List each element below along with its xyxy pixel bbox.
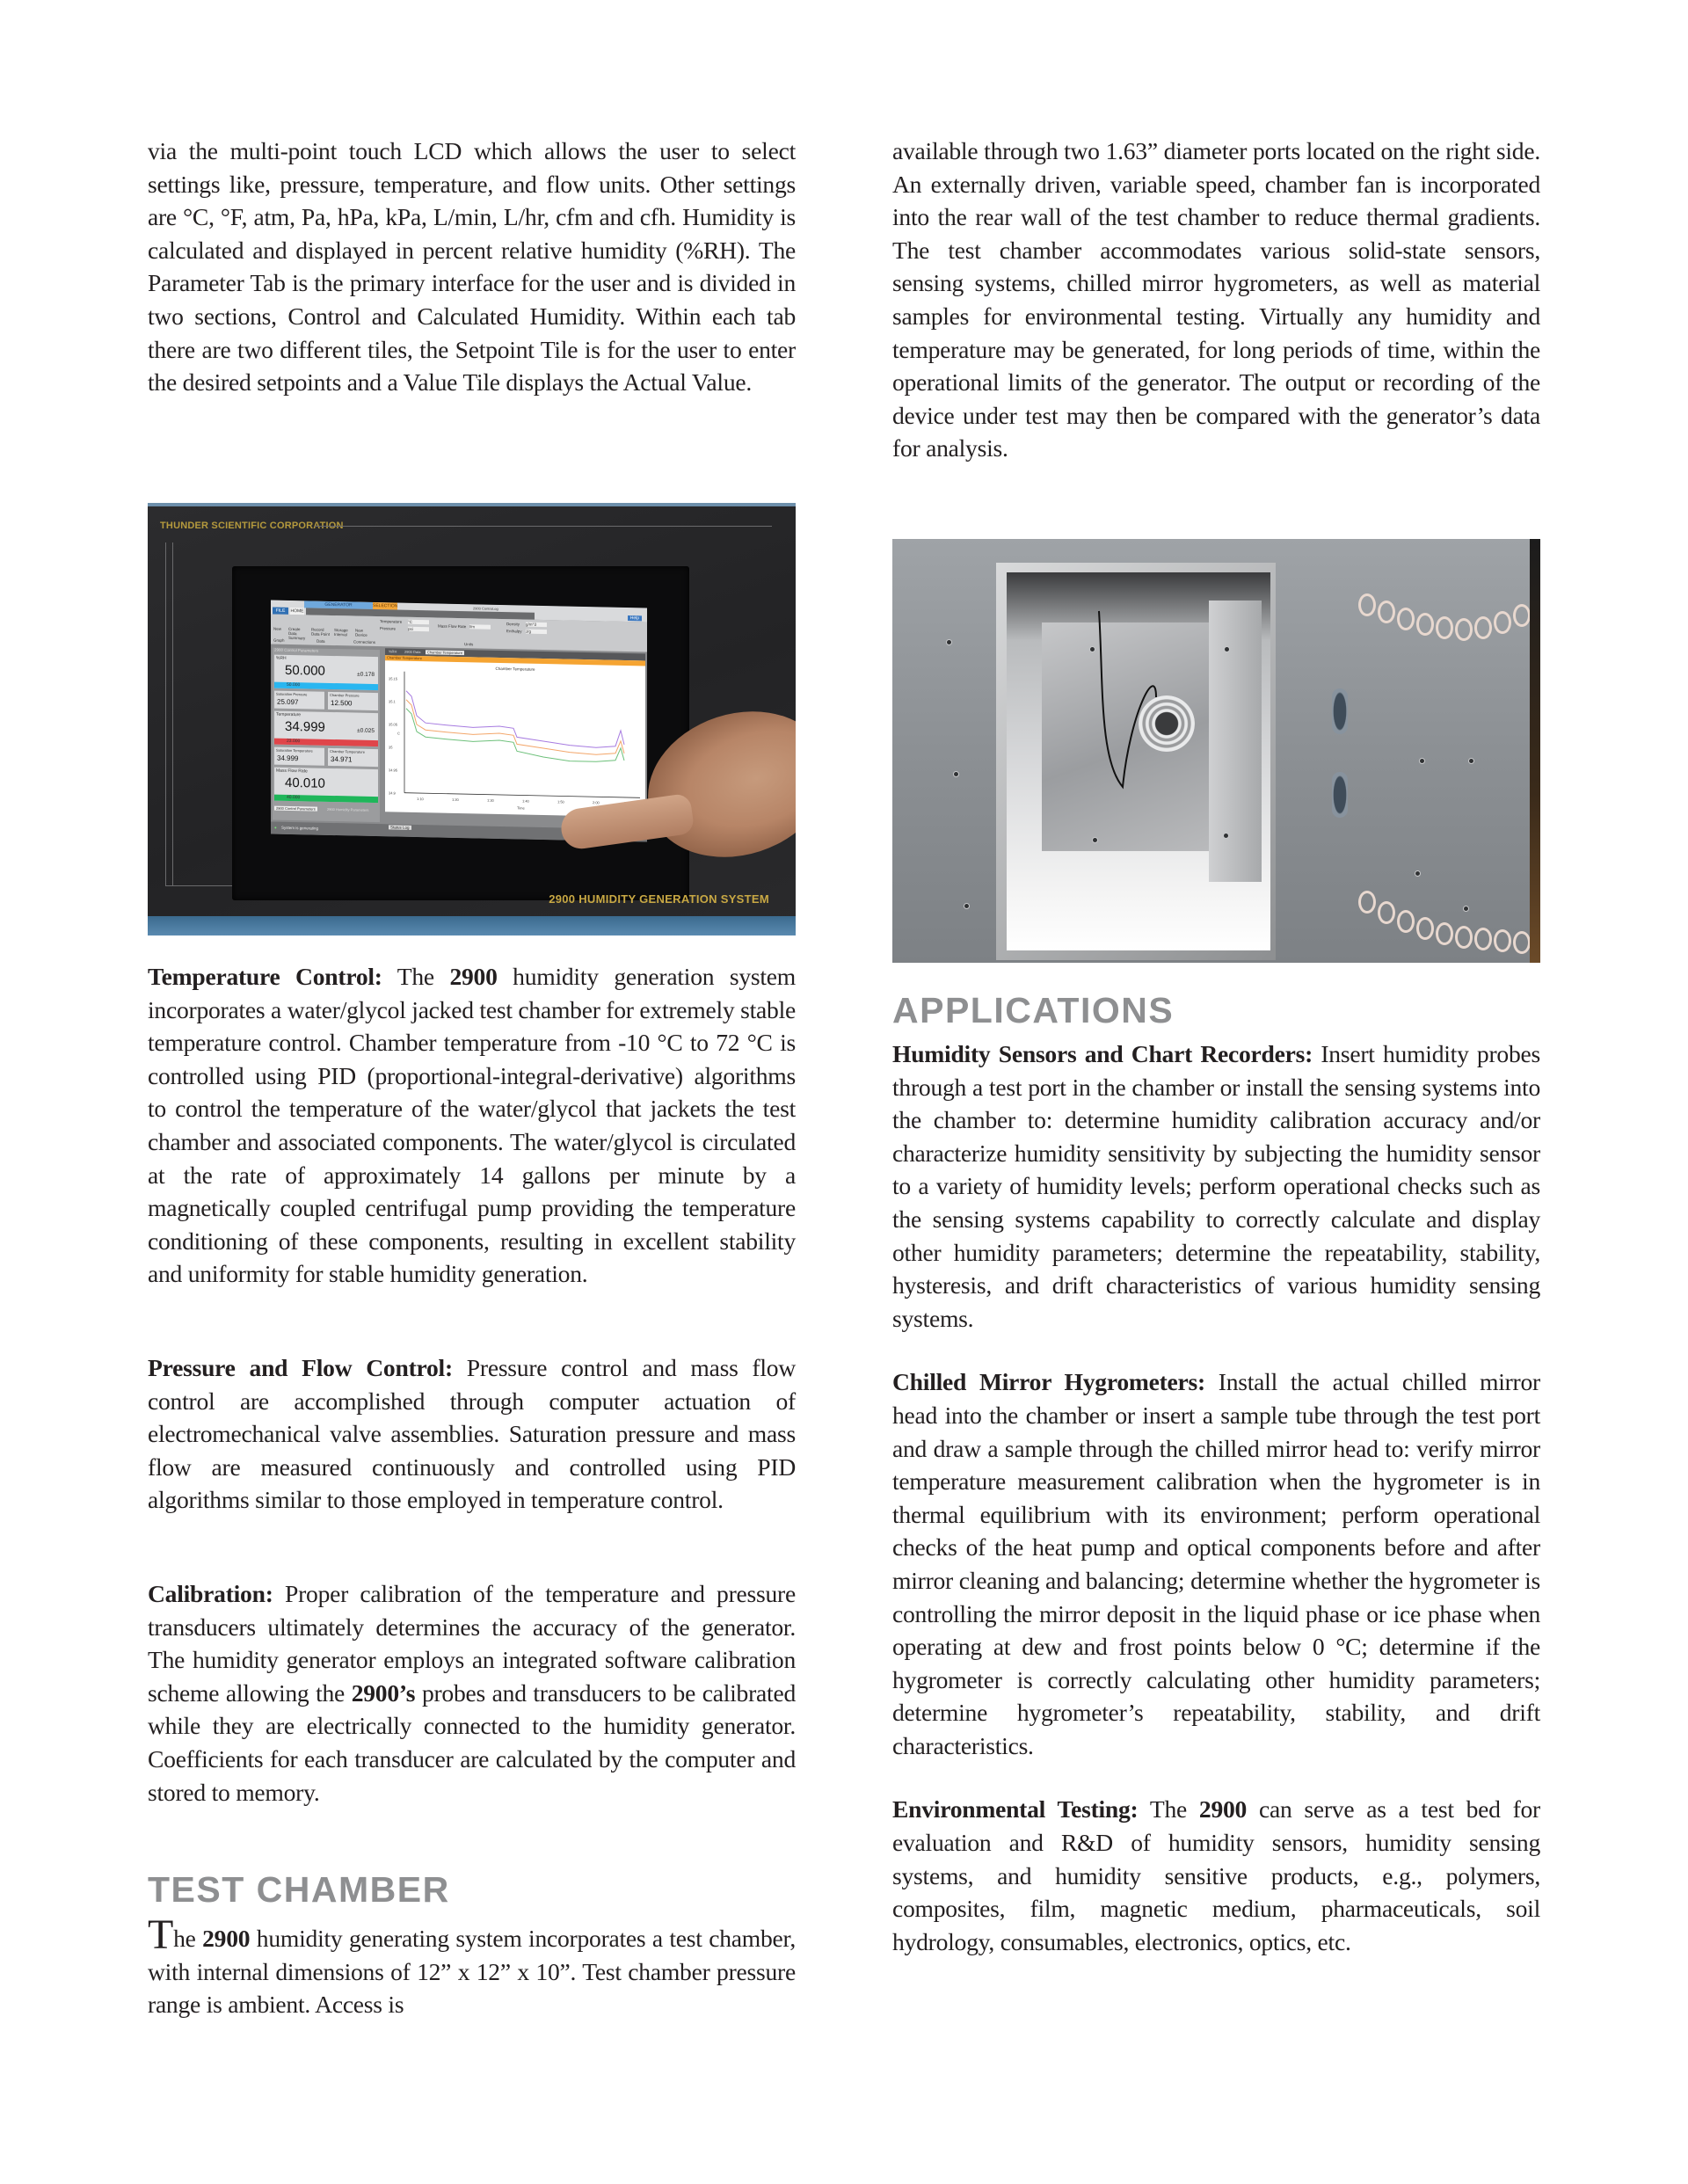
tile-label: Temperature <box>276 711 302 718</box>
setpoint-value: 40.000 <box>287 794 301 801</box>
fan-cable <box>892 539 1540 963</box>
tile-label: %RH <box>276 655 287 661</box>
x-axis-label: Time <box>517 805 525 811</box>
x-tick-label: 1:50 <box>557 799 564 804</box>
unit-mass-flow-label: Mass Flow Rate <box>438 623 467 630</box>
test-port-upper <box>1332 688 1348 734</box>
panel-top-edge <box>148 503 796 506</box>
tile-tolerance: ±0.178 <box>357 671 375 678</box>
screw-icon <box>1093 838 1097 842</box>
tile-tolerance: ±0.025 <box>357 727 375 734</box>
tile-saturation-pressure <box>274 691 324 710</box>
setpoint-value: 50.000 <box>287 681 301 688</box>
intro-paragraph-left: via the multi-point touch LCD which allows the user to select settings like, pressure, temperature, and flow units. Other settings are °C, °F, atm, Pa, hPa, kPa, L/min, L/hr, cfm and cfh. Humidity is calculated and displayed in percent relative humidity (%RH). The Parameter Tab is the primary interface for the user and is divided in two sections, Control and Calculated Humidity. Within each tab there are two different tiles, the Setpoint Tile is for the user to enter the desired setpoints and a Value Tile displays the Actual Value. <box>148 137 796 397</box>
screw-icon <box>964 904 969 908</box>
tile-chamber-temperature <box>328 748 378 767</box>
chart-tab-chamber-temperature[interactable]: Chamber Temperature <box>427 650 462 656</box>
environmental-testing-heading: Environmental Testing: <box>892 1795 1139 1824</box>
bottom-tab-control[interactable]: 2900 Control Parameters <box>276 805 316 812</box>
status-log-tab[interactable]: Status Log <box>390 825 410 830</box>
tile-saturation-temperature <box>274 747 324 766</box>
y-tick-label: 35.1 <box>389 699 396 704</box>
screw-icon <box>947 640 951 644</box>
tile-value: 12.500 <box>331 698 353 708</box>
tile-rh[interactable] <box>274 655 378 690</box>
x-axis <box>404 793 640 798</box>
unit-density-label: Density <box>506 622 520 627</box>
tile-value: 50.000 <box>285 662 325 679</box>
y-tick-label: 35 <box>389 745 393 750</box>
humidity-sensors-heading: Humidity Sensors and Chart Recorders: <box>892 1040 1313 1067</box>
ribbon-button-new[interactable]: New <box>273 626 282 631</box>
unit-mass-flow-select[interactable]: l/m <box>469 624 491 630</box>
ribbon-group-graph: Graph <box>273 637 285 643</box>
screw-icon <box>1415 871 1420 876</box>
ribbon-group-connections: Connections <box>353 639 376 645</box>
chamber-temperature-chart <box>385 655 645 817</box>
chilled-mirror-paragraph <box>892 1365 1540 1762</box>
chart-tab-data[interactable]: 2900 Data <box>404 649 421 655</box>
calibration-section <box>148 1577 796 1809</box>
drop-cap: T <box>148 1911 174 1958</box>
x-tick-label: 1:20 <box>452 797 459 802</box>
unit-density-select[interactable]: g/m^3 <box>526 622 547 628</box>
tile-label: Saturation Pressure <box>276 691 308 697</box>
paragraph-text: Pressure control and mass flow control are accomplished through computer actuation of electromechanical valve assemblies. Saturation pressure and mass flow are measured continuously and controlled using PID algorithms similar to those employed in temperature control. <box>148 1354 796 1514</box>
unit-enthalpy-select[interactable]: J/g <box>526 630 547 635</box>
calibration-paragraph <box>148 1577 796 1809</box>
pressure-flow-heading: Pressure and Flow Control: <box>148 1354 453 1381</box>
decorative-line <box>315 526 772 527</box>
test-port-lower <box>1332 772 1348 818</box>
temperature-control-paragraph <box>148 960 796 1291</box>
tile-value: 34.999 <box>277 753 299 763</box>
left-column <box>148 135 796 399</box>
ribbon-button-new-device[interactable]: New Device <box>355 628 367 637</box>
lcd-screen <box>271 601 647 842</box>
ribbon-button-record-point[interactable]: Record Data Point <box>311 627 331 637</box>
decorative-line <box>165 542 166 885</box>
paragraph-text: Insert humidity probes through a test port in the chamber or install the sensing systems into the chamber to: determine humidity calibration accuracy and/or characterize humidity sensitivity by subjecting the humidity sensor to a variety of humidity levels; perform operational checks such as the sensing systems capability to correctly calculate and display other humidity parameters; determine the repeatability, stability, hysteresis, and drift characteristics of various humidity sensing systems. <box>892 1040 1540 1332</box>
paragraph-text: The <box>1138 1795 1199 1824</box>
chamber-fan-icon <box>1139 695 1195 752</box>
screw-icon <box>1224 834 1228 838</box>
brand-label-top: THUNDER SCIENTIFIC CORPORATION <box>160 521 344 531</box>
setpoint-bar[interactable] <box>274 739 378 746</box>
ribbon-group-units: Units <box>464 642 474 647</box>
panel-base-strip <box>148 916 796 935</box>
model-number: 2900 <box>1198 1795 1248 1824</box>
paragraph-text: Proper calibration of the temperature and pressure transducers ultimately determines the accuracy of the generator. The humidity generator employs an integrated software calibration scheme allowing the <box>148 1580 796 1707</box>
brand-label-bottom: 2900 HUMIDITY GENERATION SYSTEM <box>549 892 769 906</box>
paragraph-text: he <box>173 1925 203 1952</box>
tab-group-selection[interactable]: SELECTION <box>373 602 398 609</box>
tile-label: Chamber Pressure <box>330 692 360 698</box>
home-tab[interactable]: HOME <box>290 608 304 615</box>
test-chamber-title: TEST CHAMBER <box>148 1869 450 1910</box>
temperature-control-heading: Temperature Control: <box>148 963 382 990</box>
unit-temperature-label: Temperature <box>380 619 403 624</box>
setpoint-value: 23.000 <box>287 738 301 745</box>
chilled-mirror-heading: Chilled Mirror Hygrometers: <box>892 1368 1205 1396</box>
model-number: 2900 <box>449 963 498 990</box>
status-text: System is generating <box>281 825 319 831</box>
model-number: 2900’s <box>351 1678 416 1707</box>
paragraph-text: humidity generating system incorporates a test chamber, with internal dimensions of 12” x 12” x 10”. Test chamber pressure range is ambient. Access is <box>148 1925 796 2019</box>
unit-enthalpy-label: Enthalpy <box>506 629 522 634</box>
tile-temperature[interactable] <box>274 711 378 746</box>
file-tab[interactable]: FILE <box>273 608 288 615</box>
tile-chamber-pressure <box>328 692 378 710</box>
setpoint-bar[interactable] <box>274 682 378 690</box>
applications-section <box>892 990 1540 1958</box>
chart-panel-header: Chamber Temperature <box>385 655 645 666</box>
y-tick-label: 34.95 <box>389 768 398 773</box>
pressure-flow-paragraph <box>148 1351 796 1517</box>
pressure-flow-section <box>148 1351 796 1517</box>
tile-label: Mass Flow Rate <box>276 768 308 775</box>
tile-label: Saturation Temperature <box>276 747 313 753</box>
tile-value: 25.097 <box>277 697 299 707</box>
applications-title: APPLICATIONS <box>892 990 1175 1030</box>
x-tick-label: 1:30 <box>487 797 494 803</box>
paragraph-text: The <box>382 963 450 990</box>
test-chamber-section <box>148 1869 796 2021</box>
y-axis-label: C <box>397 731 400 736</box>
tile-mass-flow[interactable] <box>274 768 378 803</box>
paragraph-text: Install the actual chilled mirror head into the chamber or insert a sample tube through the test port and draw a sample through the chilled mirror head to: verify mirror temperature measurement calibration when the hygrometer is in thermal equilibrium with its environment; perform operational checks of the heat pump and optical components before and after mirror cleaning and balancing; determine whether the hygrometer is controlling the mirror deposit in the liquid phase or ice phase when operating at dew and frost points below 0 °C; determine if the hygrometer is correctly calculating other humidity parameters; determine hygrometer’s repeatability, stability, and drift characteristics. <box>892 1368 1540 1759</box>
test-chamber-photo <box>892 539 1540 963</box>
ribbon-button-create-summary[interactable]: Create Data Summary <box>288 626 306 641</box>
unit-pressure-label: Pressure <box>380 626 397 631</box>
y-tick-label: 34.9 <box>389 790 396 796</box>
control-parameters-panel <box>273 648 380 823</box>
screw-icon <box>1090 647 1095 652</box>
tile-value: 40.010 <box>285 775 325 791</box>
tile-value: 34.971 <box>331 754 353 764</box>
environmental-testing-paragraph <box>892 1793 1540 1958</box>
photo-background-edge <box>1530 539 1540 963</box>
paragraph-text: humidity generation system incorporates a water/glycol jacked test chamber for extremely stable temperature control. Chamber temperature from -10 °C to 72 °C is controlled using PID (proportional-integral-derivative) algorithms to control the temperature of the water/glycol that jackets the test chamber and associated components. The water/glycol is circulated at the rate of approximately 14 gallons per minute by a magnetically coupled centrifugal pump providing the temperature conditioning of these components, resulting in excellent stability and uniformity for stable humidity generation. <box>148 963 796 1288</box>
tab-group-generator[interactable]: GENERATOR <box>304 601 373 609</box>
test-chamber-paragraph <box>148 1911 796 2021</box>
screw-icon <box>954 772 958 776</box>
model-number: 2900 <box>202 1925 251 1952</box>
x-tick-label: 1:10 <box>417 796 424 802</box>
chart-title: Chamber Temperature <box>495 666 535 672</box>
screw-icon <box>1469 759 1473 763</box>
decorative-line <box>172 542 173 885</box>
screw-icon <box>1420 759 1424 763</box>
y-tick-label: 35.05 <box>389 722 398 727</box>
panel-title: 2900 Control Parameters <box>274 647 319 653</box>
right-column <box>892 135 1540 465</box>
setpoint-bar[interactable] <box>274 795 378 803</box>
screw-icon <box>1225 647 1229 652</box>
temperature-control-section <box>148 960 796 1291</box>
y-tick-label: 35.15 <box>389 676 398 681</box>
lcd-touchscreen-photo <box>148 503 796 935</box>
chart-plot <box>385 660 645 817</box>
status-indicator-icon: ● <box>274 825 277 830</box>
paragraph-text: can serve as a test bed for evaluation and R&D of humidity sensors, humidity sensing systems, and humidity sensitive products, e.g., polymers, composites, film, magnetic medium, pharmaceuticals, soil hydrology, consumables, electronics, optics, etc. <box>892 1795 1540 1955</box>
screw-icon <box>1464 906 1468 911</box>
calibration-heading: Calibration: <box>148 1580 273 1607</box>
unit-pressure-select[interactable]: psi <box>408 627 429 632</box>
chart-tab-rh[interactable]: %RH <box>389 649 397 654</box>
intro-paragraph-right: available through two 1.63” diameter ports located on the right side. An externally driven, variable speed, chamber fan is incorporated into the rear wall of the test chamber to reduce thermal gradients. The test chamber accommodates various solid-state sensors, sensing systems, chilled mirror hygrometers, as well as material samples for environmental testing. Virtually any humidity and temperature may be generated, for long periods of time, within the operational limits of the generator. The output or recording of the device under test may then be compared with the generator’s data for analysis. <box>892 137 1540 462</box>
paragraph-text: probes and transducers to be calibrated while they are electrically connected to the humidity generator. Coefficients for each transducer are calculated by the computer and stored to memory. <box>148 1678 796 1806</box>
help-button[interactable]: Help <box>628 615 642 621</box>
humidity-sensors-paragraph <box>892 1037 1540 1335</box>
unit-temperature-select[interactable]: °C <box>408 620 429 625</box>
app-title: 2900 ControLog <box>473 606 498 611</box>
ribbon-button-storage-interval[interactable]: Storage Interval <box>334 628 348 637</box>
x-tick-label: 2:00 <box>593 800 600 805</box>
tile-value: 34.999 <box>285 718 325 735</box>
bottom-tab-humidity[interactable]: 2900 Humidity Parameters <box>327 806 369 812</box>
x-tick-label: 1:40 <box>522 798 529 804</box>
tile-label: Chamber Temperature <box>330 748 365 754</box>
ribbon-group-data: Data <box>316 638 325 644</box>
